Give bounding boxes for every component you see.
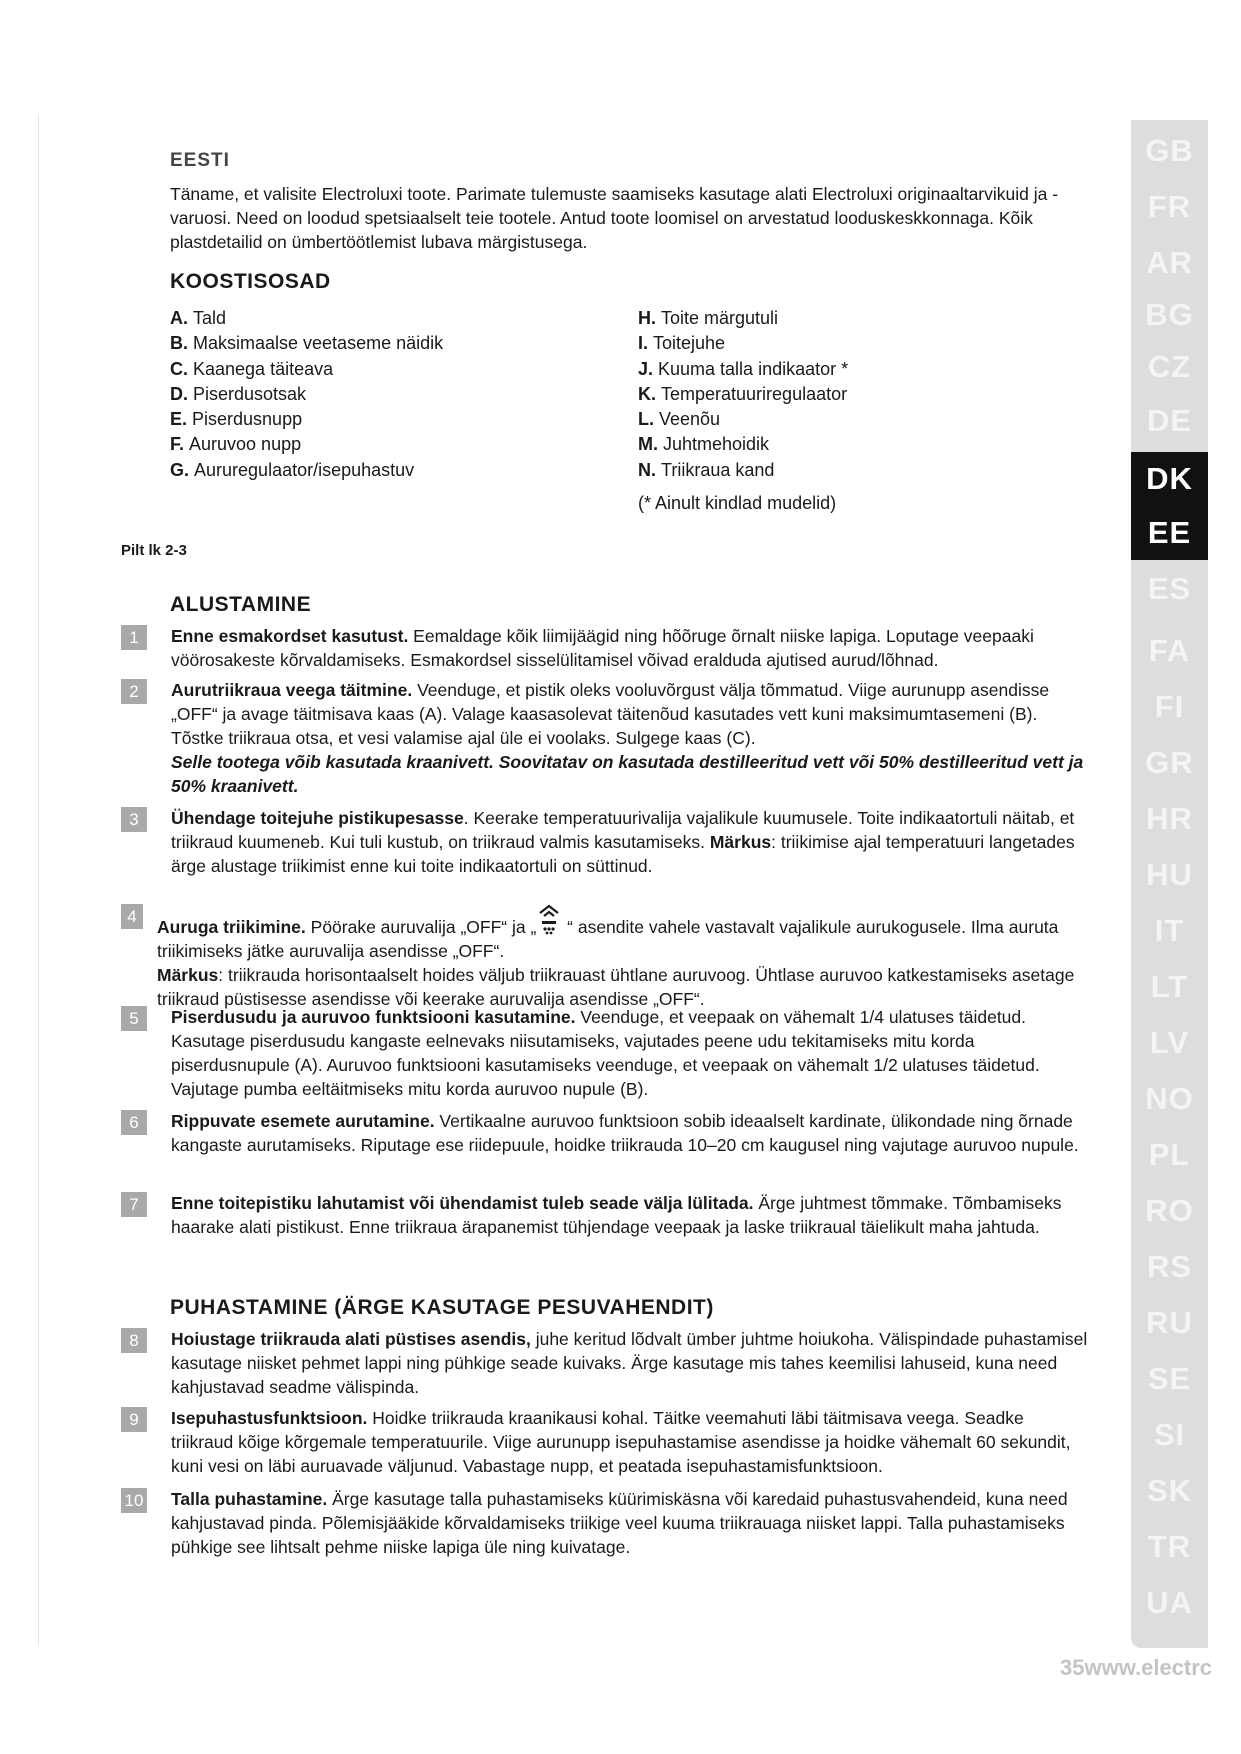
step-7-text: Enne toitepistiku lahutamist või ühendamist tuleb seade välja lülitada. Ärge juhtmest tõmmake. Tõmbamiseks haarake alati pistikust. Enne triikraua ärapanemist tühjendage veepaak ja laske triikraual täielikult maha jahtuda.	[171, 1193, 1062, 1237]
step-1-text: Enne esmakordset kasutust. Eemaldage kõik liimijäägid ning hõõruge õrnalt niiske lapiga. Loputage veepaaki vöörosakeste kõrvaldamiseks. Esmakordsel sisselülitamisel võivad eralduda ajutised aurud/lõhnad.	[171, 626, 1034, 670]
component-item: I. Toitejuhe	[638, 333, 726, 354]
language-tab-it[interactable]: IT	[1154, 913, 1185, 948]
step-number-badge: 9	[121, 1407, 147, 1432]
language-tab-bg[interactable]: BG	[1145, 297, 1194, 332]
step-number-badge: 4	[121, 904, 143, 929]
language-tab-dk[interactable]: DK	[1131, 452, 1208, 506]
language-tab-ee[interactable]: EE	[1131, 506, 1208, 560]
step-4-text: Auruga triikimine. Pöörake auruvalija „OFF“ ja „ “ asendite vahele vastavalt vajalikule aurukogusele. Ilma auruta triikimiseks jätke auruvalija asendisse „OFF“. Märkus: triikrauda horisontaalselt hoides väljub triikrauast ühtlane auruvoog. Ühtlase auruvoo katkestamiseks asetage triikraud püstisesse asendisse või keerake auruvalija asendisse „OFF“.	[157, 903, 1087, 1011]
step-number-badge: 1	[121, 625, 147, 650]
component-item: K. Temperatuuriregulaator	[638, 383, 848, 404]
step-5-text: Piserdusudu ja auruvoo funktsiooni kasutamine. Veenduge, et veepaak on vähemalt 1/4 ulatuses täidetud. Kasutage piserdusudu kangaste eelnevaks niisutamiseks, vajutades peene udu tekitamiseks mitu korda piserdusnupule (A). Auruvoo funktsiooni kasutamiseks veenduge, et veepaak on vähemalt 1/2 ulatuses täidetud. Vajutage pumba eeltäitmiseks mitu korda auruvoo nupule (B).	[171, 1007, 1040, 1099]
step-10-text: Talla puhastamine. Ärge kasutage talla puhastamiseks küürimiskäsna või karedaid puhastusvahendeid, kuna need kahjustavad pinda. Põlemisjääkide kõrvaldamiseks triikige veel kuuma triikrauaga niisket lappi. Talla puhastamiseks pühkige see lihtsalt pehme niiske lapiga üle ning kuivatage.	[171, 1489, 1068, 1557]
intro-paragraph: Täname, et valisite Electroluxi toote. Parimate tulemuste saamiseks kasutage alati Electroluxi originaaltarvikuid ja -varuosi. Need on loodud spetsiaalselt teie tootele. Antud toote loomisel on arvestatud looduskeskkonnaga. Kõik plastdetailid on ümbertöötlemist lubava märgistusega.	[170, 184, 1059, 252]
step-number-badge: 2	[121, 679, 147, 704]
language-tab-se[interactable]: SE	[1147, 1361, 1192, 1396]
step-number-badge: 3	[121, 807, 147, 832]
step-number-badge: 5	[121, 1006, 147, 1031]
language-tab-lv[interactable]: LV	[1149, 1025, 1190, 1060]
page-footer: 35www.electrc	[1060, 1655, 1213, 1680]
step-number-badge: 7	[121, 1192, 147, 1217]
language-tab-no[interactable]: NO	[1145, 1081, 1194, 1116]
left-margin-rule	[38, 115, 39, 1645]
language-tab-ua[interactable]: UA	[1146, 1585, 1193, 1620]
component-item: G. Aururegulaator/isepuhastuv	[170, 459, 415, 480]
language-tab-de[interactable]: DE	[1146, 403, 1193, 438]
components-list-right	[638, 306, 848, 483]
component-item: F. Auruvoo nupp	[170, 434, 302, 455]
language-tab-ru[interactable]: RU	[1146, 1305, 1193, 1340]
component-item: N. Triikraua kand	[638, 459, 775, 480]
steam-symbol-icon	[536, 903, 562, 937]
component-item: H. Toite märgutuli	[638, 308, 779, 328]
step-number-badge: 8	[121, 1328, 147, 1353]
component-item: A. Tald	[170, 308, 227, 328]
component-item: E. Piserdusnupp	[170, 409, 303, 430]
language-tab-gb[interactable]: GB	[1145, 133, 1194, 168]
language-tab-es[interactable]: ES	[1147, 571, 1192, 606]
language-tab-lt[interactable]: LT	[1150, 969, 1189, 1004]
language-tab-sk[interactable]: SK	[1146, 1473, 1193, 1508]
components-heading: KOOSTISOSAD	[170, 270, 331, 293]
components-list-left	[170, 306, 443, 483]
language-tab-rs[interactable]: RS	[1146, 1249, 1193, 1284]
language-tab-fi[interactable]: FI	[1154, 689, 1185, 724]
step-2-text: Aurutriikraua veega täitmine. Veenduge, et pistik oleks vooluvõrgust välja tõmmatud. Viige aurunupp asendisse „OFF“ ja avage täitmisava kaas (A). Valage kaasasolevat täitenõud kasutades vett kuni maksimumtasemeni (B). Tõstke triikraua otsa, et vesi valamise ajal üle ei voolaks. Sulgege kaas (C). Selle tootega võib kasutada kraanivett. Soovitatav on kasutada destilleeritud vett või 50% destilleeritud vett ja 50% kraanivett.	[171, 680, 1084, 796]
models-note: (* Ainult kindlad mudelid)	[638, 493, 837, 513]
language-tab-si[interactable]: SI	[1153, 1417, 1186, 1452]
language-tab-fa[interactable]: FA	[1148, 633, 1191, 668]
step-6-text: Rippuvate esemete aurutamine. Vertikaalne auruvoo funktsioon sobib ideaalselt kardinate, ülikondade ning õrnade kangaste aurutamiseks. Riputage ese riidepuule, hoidke triikrauda 10–20 cm kaugusel ning vajutage auruvoo nupule.	[171, 1111, 1079, 1155]
step-8-text: Hoiustage triikrauda alati püstises asendis, juhe keritud lõdvalt ümber juhtme hoiukoha. Välispindade puhastamisel kasutage niisket pehmet lappi ning pühkige seade kuivaks. Ärge kasutage mis tahes keemilisi lahuseid, kuna need kahjustavad seadme välispinda.	[171, 1329, 1088, 1397]
component-item: C. Kaanega täiteava	[170, 358, 334, 379]
step-3-text: Ühendage toitejuhe pistikupesasse. Keerake temperatuurivalija vajalikule kuumusele. Toite indikaatortuli näitab, et triikraud kuumeneb. Kui tuli kustub, on triikraud valmis kasutamiseks. Märkus: triikimise ajal temperatuuri langetades ärge alustage triikimist enne kui toite indikaatortuli on süttinud.	[171, 808, 1075, 876]
language-tab-gr[interactable]: GR	[1145, 745, 1194, 780]
step-number-badge: 6	[121, 1110, 147, 1135]
language-tab-hu[interactable]: HU	[1146, 857, 1193, 892]
language-heading: EESTI	[170, 150, 230, 171]
getting-started-heading: ALUSTAMINE	[170, 593, 312, 616]
component-item: M. Juhtmehoidik	[638, 434, 770, 455]
component-item: L. Veenõu	[638, 409, 721, 430]
language-tab-hr[interactable]: HR	[1146, 801, 1193, 836]
language-tab-tr[interactable]: TR	[1147, 1529, 1192, 1564]
language-tab-ar[interactable]: AR	[1146, 245, 1193, 280]
component-item: J. Kuuma talla indikaator *	[638, 358, 849, 379]
cleaning-heading: PUHASTAMINE (ÄRGE KASUTAGE PESUVAHENDIT)	[170, 1296, 714, 1319]
figure-reference: Pilt lk 2-3	[121, 542, 187, 559]
language-tab-cz[interactable]: CZ	[1147, 349, 1192, 384]
step-9-text: Isepuhastusfunktsioon. Hoidke triikrauda kraanikausi kohal. Täitke veemahuti läbi täitmisava veega. Seadke triikraud kõige kõrgemale temperatuurile. Viige aurunupp isepuhastamise asendisse ja hoidke vähemalt 60 sekundit, kuni vesi on läbi auruavade väljunud. Vabastage nupp, et peatada isepuhastamisfunktsioon.	[171, 1408, 1071, 1476]
language-tab-ro[interactable]: RO	[1145, 1193, 1194, 1228]
component-item: D. Piserdusotsak	[170, 383, 307, 404]
step-number-badge: 10	[121, 1488, 147, 1513]
language-tab-pl[interactable]: PL	[1148, 1137, 1191, 1172]
language-tab-fr[interactable]: FR	[1147, 189, 1192, 224]
component-item: B. Maksimaalse veetaseme näidik	[170, 333, 444, 354]
